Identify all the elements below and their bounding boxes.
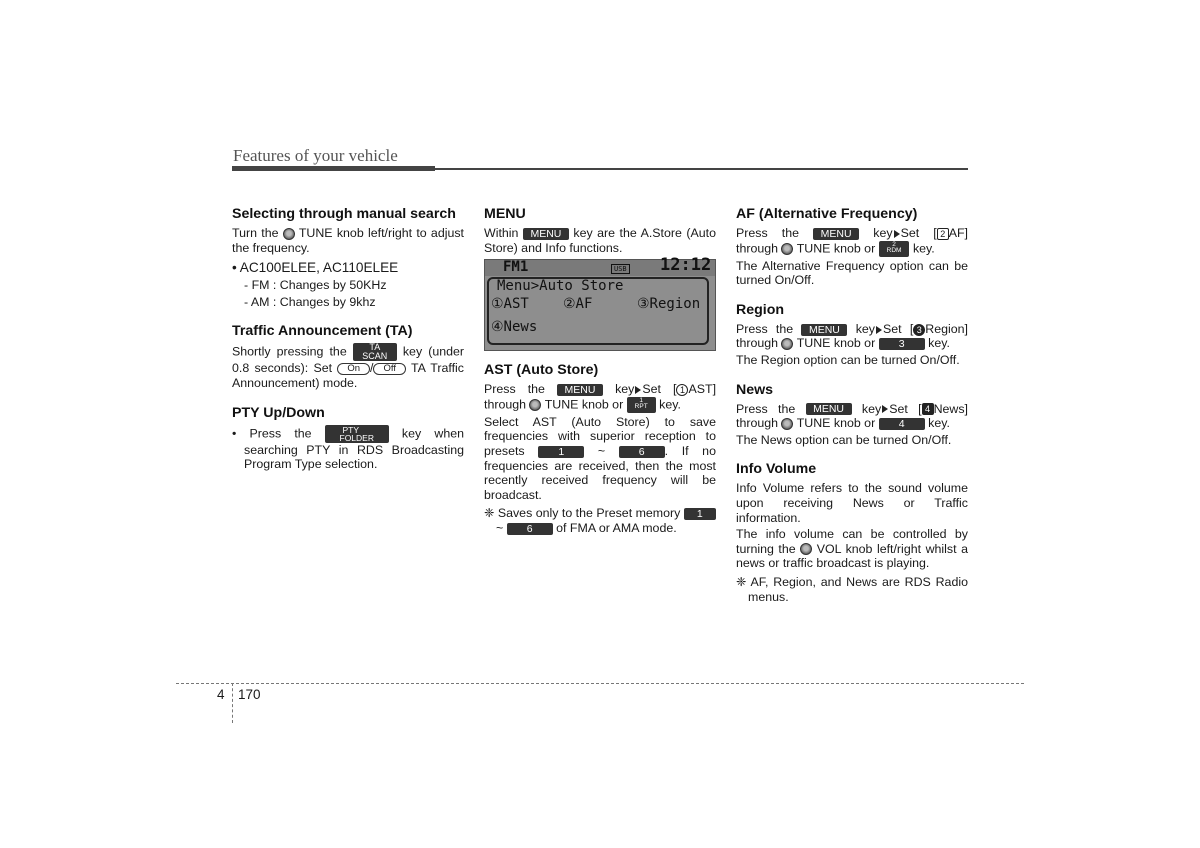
region-description: The Region option can be turned On/Off. bbox=[736, 352, 960, 367]
fm-step: - FM : Changes by 50KHz bbox=[244, 278, 387, 293]
ta-text: Shortly pressing the TA SCAN key (under 0.8 seconds): Set On / Off TA Traffic Announcement) mode. bbox=[232, 342, 465, 390]
model-list: • AC100ELEE, AC110ELEE bbox=[232, 260, 399, 276]
arrow-right-icon bbox=[894, 230, 900, 238]
arrow-right-icon bbox=[882, 405, 888, 413]
header-rule-accent bbox=[232, 166, 435, 171]
number-3-circle-icon: 3 bbox=[913, 324, 925, 336]
section-info-volume bbox=[736, 460, 968, 604]
lcd-menu-path: Menu>Auto Store bbox=[497, 278, 624, 295]
section-pty bbox=[232, 404, 464, 472]
section-news bbox=[736, 381, 968, 448]
info-volume-text: Info Volume refers to the sound volume upon receiving News or Traffic information. bbox=[736, 481, 968, 525]
tune-knob-icon bbox=[781, 338, 793, 350]
lcd-display bbox=[484, 255, 716, 351]
menu-text: Within MENU key are the A.Store (Auto Store) and Info functions. bbox=[484, 226, 716, 255]
section-title-region: Region bbox=[736, 301, 785, 318]
section-title-ast: AST (Auto Store) bbox=[484, 362, 599, 379]
lcd-usb-badge: USB bbox=[611, 264, 630, 274]
ast-description: Select AST (Auto Store) to save frequencies with superior reception to presets 1 ~ 6 . If no frequencies are received, then the most recently received frequency will be broadcast. bbox=[484, 414, 716, 502]
pty-folder-key-icon: PTY FOLDER bbox=[325, 425, 389, 443]
manual-search-text: Turn the TUNE knob left/right to adjust the frequency. bbox=[232, 226, 464, 255]
preset-6-key-icon: 6 bbox=[507, 523, 553, 535]
arrow-right-icon bbox=[635, 386, 641, 394]
section-title-manual-search: Selecting through manual search bbox=[232, 206, 456, 222]
arrow-right-icon bbox=[876, 326, 882, 334]
preset-1-key-icon: 1 bbox=[538, 446, 584, 458]
header-title: Features of your vehicle bbox=[233, 146, 398, 165]
section-title-ta: Traffic Announcement (TA) bbox=[232, 323, 413, 340]
section-title-pty: PTY Up/Down bbox=[232, 404, 325, 421]
lcd-mode: FM1 bbox=[503, 259, 529, 276]
ast-text: Press the MENU key Set [ 1 AST] through TUNE knob or 1 RPT key. bbox=[484, 382, 717, 412]
info-volume-control: The info volume can be controlled by turning the VOL knob left/right whilst a news or traffic broadcast is playing. bbox=[736, 527, 968, 571]
pty-text: • Press the PTY FOLDER key when searching PTY in RDS Broadcasting Program Type selection. bbox=[232, 424, 464, 472]
column-left bbox=[232, 205, 464, 474]
ta-scan-key-icon: TA SCAN bbox=[353, 343, 397, 361]
preset-4-key-icon: 4 bbox=[879, 418, 925, 430]
lcd-item-ast: ①AST bbox=[491, 296, 529, 313]
news-text: Press the MENU key Set [ 4 News] through TUNE knob or 4 key. bbox=[736, 401, 968, 431]
section-title-news: News bbox=[736, 381, 774, 398]
section-title-menu: MENU bbox=[484, 206, 526, 222]
footer-divider bbox=[232, 683, 233, 723]
ast-note: ❈ Saves only to the Preset memory 1 ~ 6 of FMA or AMA mode. bbox=[484, 506, 716, 535]
af-text: Press the MENU key Set [ 2 AF] through TUNE knob or 2 RDM key. bbox=[736, 226, 968, 255]
lcd-item-news: ④News bbox=[491, 319, 538, 336]
number-1-circle-icon: 1 bbox=[676, 384, 688, 396]
tune-knob-icon bbox=[283, 228, 295, 240]
preset-1-key-icon: 1 bbox=[684, 508, 716, 520]
region-text: Press the MENU key Set [ 3 Region] through TUNE knob or 3 key. bbox=[736, 321, 968, 351]
tune-knob-icon bbox=[781, 418, 793, 430]
lcd-time: 12:12 bbox=[660, 255, 712, 276]
vol-knob-icon bbox=[800, 543, 812, 555]
on-indicator-icon: On bbox=[337, 363, 370, 375]
column-right bbox=[736, 205, 968, 606]
lcd-item-af: ②AF bbox=[563, 296, 593, 313]
number-2-square-icon: 2 bbox=[937, 228, 949, 240]
rpt-key-icon: 1 RPT bbox=[627, 397, 656, 413]
off-indicator-icon: Off bbox=[373, 363, 406, 375]
menu-key-icon: MENU bbox=[801, 324, 847, 336]
menu-key-icon: MENU bbox=[557, 384, 603, 396]
page-number: 170 bbox=[238, 687, 261, 702]
rds-note: ❈ AF, Region, and News are RDS Radio menus. bbox=[736, 574, 968, 604]
preset-6-key-icon: 6 bbox=[619, 446, 665, 458]
section-title-af: AF (Alternative Frequency) bbox=[736, 206, 918, 222]
chapter-number: 4 bbox=[217, 687, 225, 702]
section-title-info-volume: Info Volume bbox=[736, 461, 817, 478]
rdm-key-icon: 2 RDM bbox=[879, 241, 910, 257]
menu-key-icon: MENU bbox=[523, 228, 569, 240]
number-4-square-icon: 4 bbox=[922, 403, 934, 415]
tune-knob-icon bbox=[529, 399, 541, 411]
footer-rule bbox=[176, 683, 1024, 684]
preset-3-key-icon: 3 bbox=[879, 338, 925, 350]
am-step: - AM : Changes by 9khz bbox=[244, 294, 376, 309]
lcd-menu-box bbox=[487, 277, 709, 345]
menu-key-icon: MENU bbox=[806, 403, 852, 415]
column-middle bbox=[484, 205, 716, 538]
section-ta bbox=[232, 322, 464, 390]
menu-key-icon: MENU bbox=[813, 228, 859, 240]
news-description: The News option can be turned On/Off. bbox=[736, 432, 952, 447]
lcd-item-region: ③Region bbox=[637, 296, 701, 313]
af-description: The Alternative Frequency option can be turned On/Off. bbox=[736, 258, 968, 288]
tune-knob-icon bbox=[781, 243, 793, 255]
section-region bbox=[736, 301, 968, 368]
